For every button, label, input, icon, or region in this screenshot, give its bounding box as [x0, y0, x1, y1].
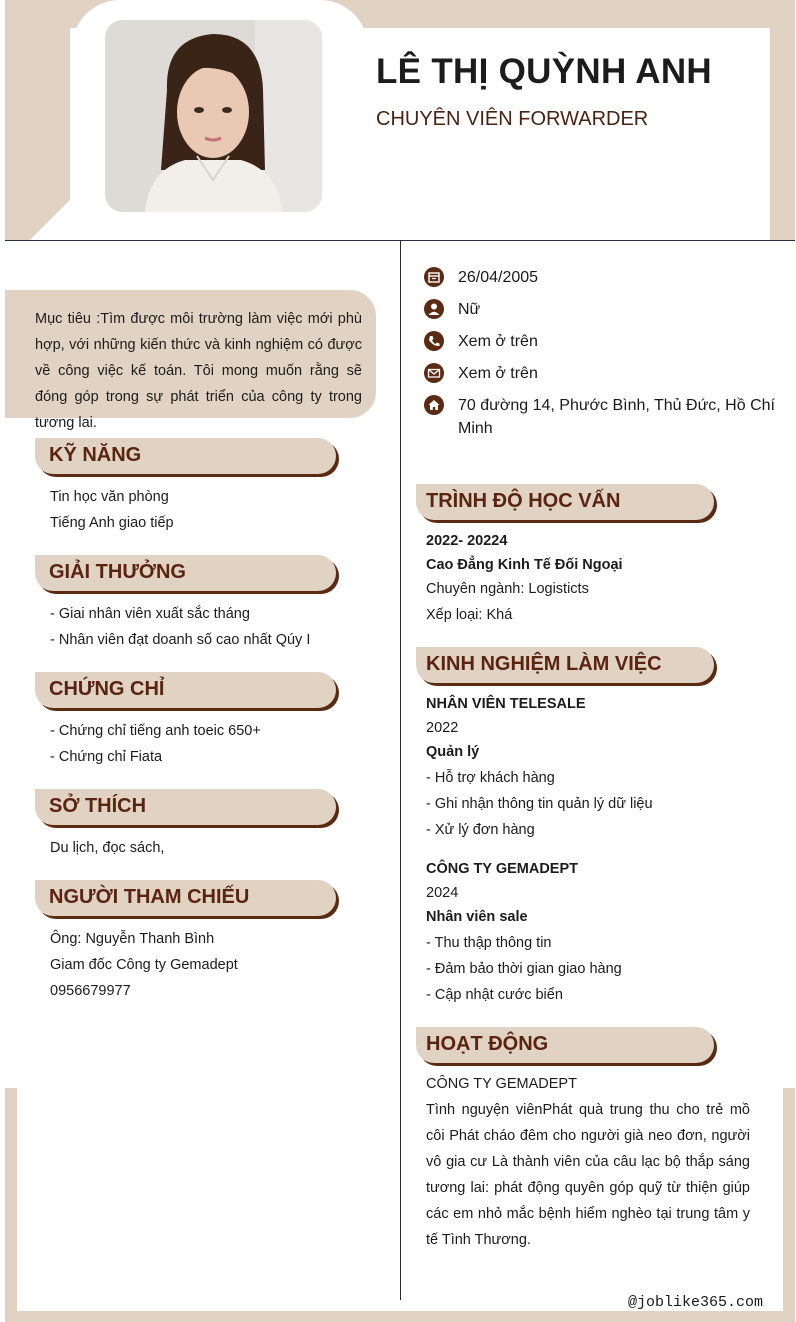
list-item: - Đảm bảo thời gian giao hàng — [426, 961, 622, 977]
education-school: Cao Đẳng Kinh Tế Đối Ngoại — [426, 557, 623, 573]
frame-right-strip — [783, 1088, 795, 1322]
list-item: - Hỗ trợ khách hàng — [426, 770, 555, 786]
career-objective: Mục tiêu :Tìm được môi trường làm việc mới phù hợp, với những kiến thức và kinh nghiệm có được về công việc kế toán. Tôi mong muốn rằng sẽ đóng góp trong sự phát triển của công ty trong tương lai. — [5, 290, 376, 418]
column-divider — [400, 241, 401, 1300]
list-item: Tin học văn phòng — [50, 489, 169, 505]
skills-heading: KỸ NĂNG — [35, 438, 336, 474]
envelope-icon — [424, 363, 444, 383]
job-role: Quản lý — [426, 744, 480, 760]
experience-heading: KINH NGHIỆM LÀM VIỆC — [416, 647, 714, 683]
certificates-list — [50, 718, 261, 770]
phone-icon — [424, 331, 444, 351]
activity-organization: CÔNG TY GEMADEPT — [426, 1076, 577, 1092]
job-year: 2024 — [426, 885, 459, 901]
education-heading: TRÌNH ĐỘ HỌC VẤN — [416, 484, 714, 520]
list-item: - Xử lý đơn hàng — [426, 822, 535, 838]
phone-text: Xem ở trên — [458, 333, 538, 350]
activities-description: Tình nguyện viênPhát quà trung thu cho trẻ mồ côi Phát cháo đêm cho người già neo đơn, người vô gia cư Là thành viên của câu lạc bộ thắp sáng tương lai: phát động quyên góp quỹ từ thiện giúp các em nhỏ mắc bệnh hiểm nghèo tại trung tâm y tế Tình Thương. — [426, 1102, 750, 1248]
contact-address — [424, 394, 778, 440]
activities-heading: HOẠT ĐỘNG — [416, 1027, 714, 1063]
references-list — [50, 926, 238, 1004]
references-heading: NGƯỜI THAM CHIẾU — [35, 880, 336, 916]
profile-photo — [105, 20, 322, 212]
hobbies-heading: SỞ THÍCH — [35, 789, 336, 825]
job-company: NHÂN VIÊN TELESALE — [426, 696, 586, 712]
list-item: - Cập nhật cước biển — [426, 987, 563, 1003]
email-text: Xem ở trên — [458, 365, 538, 382]
list-item: Tiếng Anh giao tiếp — [50, 515, 174, 531]
list-item: - Thu thập thông tin — [426, 935, 552, 951]
education-period: 2022- 20224 — [426, 533, 508, 549]
experience-job-1 — [426, 691, 653, 843]
list-item: Du lịch, đọc sách, — [50, 840, 165, 856]
certificates-heading: CHỨNG CHỈ — [35, 672, 336, 708]
header-corner-decoration — [30, 196, 74, 240]
awards-heading: GIẢI THƯỞNG — [35, 555, 336, 591]
list-item: 0956679977 — [50, 983, 131, 999]
frame-bottom-strip — [5, 1311, 795, 1322]
list-item: Giam đốc Công ty Gemadept — [50, 957, 238, 973]
job-role: Nhân viên sale — [426, 909, 528, 925]
contact-phone — [424, 330, 778, 353]
education-details — [426, 528, 623, 628]
activities-org — [426, 1071, 577, 1097]
frame-left-strip — [5, 1088, 17, 1322]
home-icon — [424, 395, 444, 415]
job-year: 2022 — [426, 720, 459, 736]
list-item: - Nhân viên đạt doanh số cao nhất Qúy I — [50, 632, 311, 648]
list-item: - Giai nhân viên xuất sắc tháng — [50, 606, 250, 622]
list-item: Ông: Nguyễn Thanh Bình — [50, 931, 215, 947]
list-item: - Chứng chỉ tiếng anh toeic 650+ — [50, 723, 261, 739]
gender-text: Nữ — [458, 301, 481, 318]
experience-job-2 — [426, 856, 622, 1008]
skills-list — [50, 484, 174, 536]
candidate-name: LÊ THỊ QUỲNH ANH — [376, 52, 713, 91]
hobbies-list — [50, 835, 164, 861]
contact-gender — [424, 298, 778, 321]
list-item: - Ghi nhận thông tin quản lý dữ liệu — [426, 796, 653, 812]
education-major: Chuyên ngành: Logisticts — [426, 581, 589, 597]
candidate-job-title: CHUYÊN VIÊN FORWARDER — [376, 108, 649, 130]
contact-email — [424, 362, 778, 385]
calendar-icon — [424, 267, 444, 287]
site-watermark: @joblike365.com — [628, 1294, 764, 1311]
job-company: CÔNG TY GEMADEPT — [426, 861, 578, 877]
address-text: 70 đường 14, Phước Bình, Thủ Đức, Hồ Chí Minh — [458, 397, 775, 437]
education-grade: Xếp loại: Khá — [426, 607, 513, 623]
dob-text: 26/04/2005 — [458, 269, 539, 286]
user-icon — [424, 299, 444, 319]
list-item: - Chứng chỉ Fiata — [50, 749, 163, 765]
contact-dob — [424, 266, 778, 289]
awards-list — [50, 601, 310, 653]
